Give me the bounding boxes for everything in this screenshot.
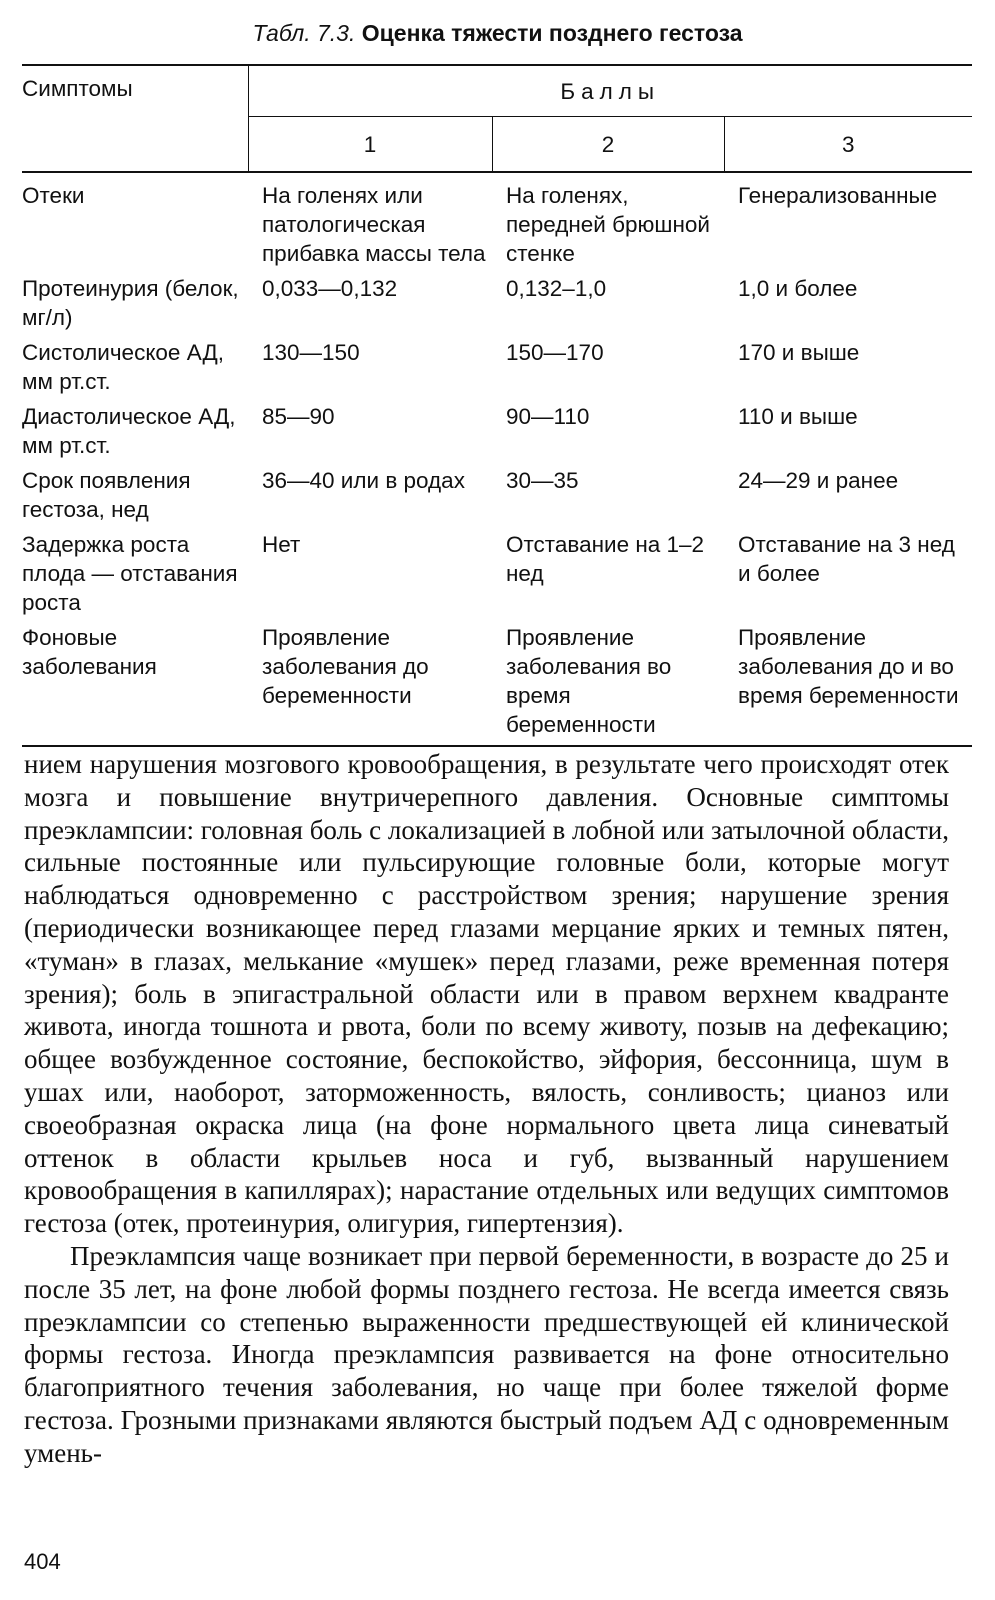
row-score-1: 0,033—0,132 — [262, 276, 398, 301]
row-symptom: Срок появления гестоза, нед — [22, 468, 191, 522]
row-score-2: 90—110 — [506, 404, 590, 429]
table-row — [22, 466, 972, 530]
header-points: Баллы — [248, 65, 972, 117]
row-score-2: 0,132–1,0 — [506, 276, 607, 301]
row-score-1: На голенях или патологическая прибавка массы тела — [262, 183, 486, 266]
row-symptom: Задержка роста плода — отставания роста — [22, 532, 238, 615]
row-score-1: 130—150 — [262, 340, 360, 365]
table-caption — [0, 18, 995, 48]
table-row — [22, 172, 972, 274]
row-score-3: Проявление заболевания до и во время беременности — [724, 623, 972, 746]
row-score-3: 24—29 и ранее — [738, 468, 899, 493]
row-symptom: Систолическое АД, мм рт.ст. — [22, 340, 224, 394]
header-score-2: 2 — [492, 117, 724, 173]
table-row — [22, 530, 972, 623]
row-score-3: Отставание на 3 нед и более — [738, 532, 955, 586]
row-score-2: Проявление заболевания во время беременности — [492, 623, 724, 746]
table-row — [22, 274, 972, 338]
row-symptom: Фоновые заболевания — [22, 623, 248, 746]
body-paragraph-2: Преэклампсия чаще возникает при первой беременности, в возрасте до 25 и после 35 лет, на фоне любой формы позднего гестоза. Не всегда имеется связь преэклампсии со степенью выраженности предшествующей ей клинической формы гестоза. Иногда преэклампсия развивается на фоне относительно благоприятного течения заболевания, но чаще при более тяжелой форме гестоза. Грозными признаками являются быстрый подъем АД с одновременным умень- — [24, 1240, 949, 1468]
row-score-2: Отставание на 1–2 нед — [506, 532, 705, 586]
body-text — [24, 748, 949, 1470]
header-score-3: 3 — [724, 117, 972, 173]
row-score-3: 170 и выше — [738, 340, 860, 365]
row-symptom: Отеки — [22, 183, 85, 208]
row-score-3: 1,0 и более — [738, 276, 858, 301]
table-row — [22, 402, 972, 466]
row-symptom: Протеинурия (белок, мг/л) — [22, 276, 239, 330]
body-paragraph-1: нием нарушения мозгового кровообращения, в результате чего происходят отек мозга и повышение внутричерепного давления. Основные симптомы преэклампсии: головная боль с локализацией в лобной или затылочной области, сильные постоянные или пульсирующие головные боли, которые могут наблюдаться одновременно с расстройством зрения; нарушение зрения (периодически возникающее перед глазами мерцание ярких и темных пятен, «туман» в глазах, мелькание «мушек» перед глазами, реже временная потеря зрения); боль в эпигастральной области или в правом верхнем квадранте живота, иногда тошнота и рвота, боли по всему животу, позыв на дефекацию; общее возбужденное состояние, беспокойство, эйфория, бессонница, шум в ушах или, наоборот, заторможенность, вялость, сонливость; цианоз или своеобразная окраска лица (на фоне нормального цвета лица синеватый оттенок в области крыльев носа и губ, вызванный нарушением кровообращения в капиллярах); нарастание отдельных или ведущих симптомов гестоза (отек, протеинурия, олигурия, гипертензия). — [24, 749, 949, 1239]
row-score-1: 36—40 или в родах — [262, 468, 465, 493]
row-score-2: 30—35 — [506, 468, 579, 493]
header-score-1: 1 — [248, 117, 492, 173]
row-score-3: 110 и выше — [738, 404, 858, 429]
table-row — [22, 338, 972, 402]
row-symptom: Диастолическое АД, мм рт.ст. — [22, 404, 236, 458]
row-score-1: Проявление заболевания до беременности — [248, 623, 492, 746]
table-caption-title: Оценка тяжести позднего гестоза — [361, 20, 743, 46]
page-number: 404 — [24, 1549, 61, 1574]
row-score-1: Нет — [262, 532, 301, 557]
row-score-2: 150—170 — [506, 340, 604, 365]
table-row — [22, 623, 972, 746]
row-score-1: 85—90 — [262, 404, 335, 429]
severity-table-container — [22, 64, 972, 747]
table-header-row — [22, 65, 972, 117]
severity-table — [22, 64, 972, 747]
row-score-2: На голенях, передней брюшной стенке — [506, 183, 710, 266]
row-score-3: Генерализованные — [738, 183, 938, 208]
header-symptoms: Симптомы — [22, 65, 248, 172]
table-caption-label: Табл. 7.3. — [252, 20, 356, 46]
